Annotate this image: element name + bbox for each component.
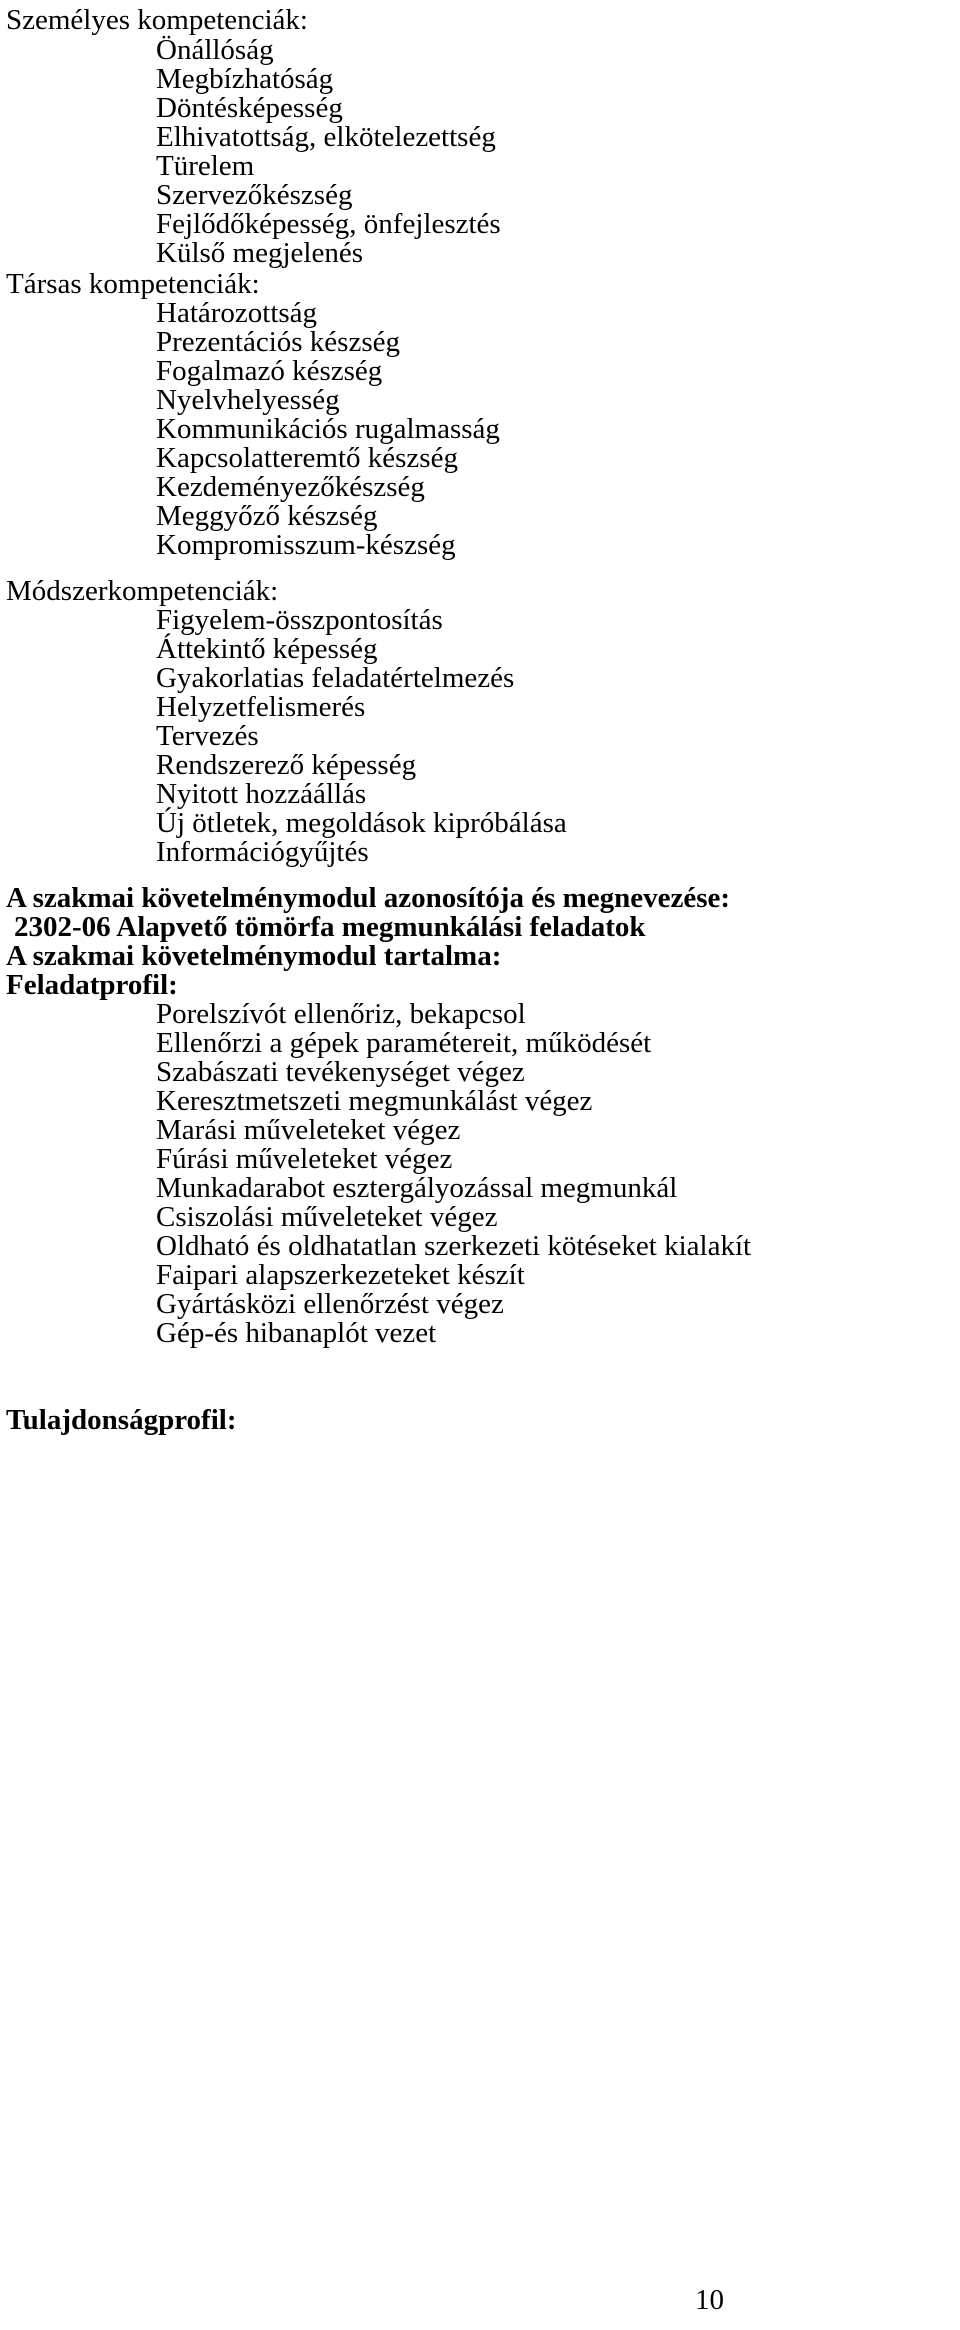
list-item: Szabászati tevékenységet végez — [156, 1056, 525, 1088]
list-item: Fejlődőképesség, önfejlesztés — [156, 208, 501, 240]
list-item: Fogalmazó készség — [156, 355, 383, 387]
list-item: Gyártásközi ellenőrzést végez — [156, 1288, 504, 1320]
list-item: Kezdeményezőkészség — [156, 471, 425, 503]
list-item: Döntésképesség — [156, 92, 343, 124]
module-content-heading: A szakmai követelménymodul tartalma: — [6, 940, 502, 972]
list-item: Helyzetfelismerés — [156, 691, 366, 723]
list-item: Kompromisszum-készség — [156, 529, 456, 561]
page-number: 10 — [695, 2284, 724, 2316]
list-item: Megbízhatóság — [156, 63, 334, 95]
list-item: Csiszolási műveleteket végez — [156, 1201, 498, 1233]
list-item: Információgyűjtés — [156, 836, 369, 868]
list-item: Új ötletek, megoldások kipróbálása — [156, 807, 567, 839]
list-item: Marási műveleteket végez — [156, 1114, 461, 1146]
list-item: Munkadarabot esztergályozással megmunkál — [156, 1172, 678, 1204]
list-item: Fúrási műveleteket végez — [156, 1143, 453, 1175]
property-profile-heading: Tulajdonságprofil: — [6, 1404, 237, 1436]
task-profile-heading: Feladatprofil: — [6, 969, 178, 1001]
list-item: Gyakorlatias feladatértelmezés — [156, 662, 515, 694]
list-item: Kapcsolatteremtő készség — [156, 442, 458, 474]
list-item: Elhivatottság, elkötelezettség — [156, 121, 496, 153]
social-competencies-heading: Társas kompetenciák: — [6, 268, 260, 300]
module-id-heading: A szakmai követelménymodul azonosítója és megnevezése: — [6, 882, 731, 914]
list-item: Porelszívót ellenőriz, bekapcsol — [156, 998, 526, 1030]
method-competencies-heading: Módszerkompetenciák: — [6, 575, 279, 607]
list-item: Türelem — [156, 150, 255, 182]
list-item: Meggyőző készség — [156, 500, 378, 532]
list-item: Szervezőkészség — [156, 179, 353, 211]
list-item: Nyelvhelyesség — [156, 384, 340, 416]
list-item: Tervezés — [156, 720, 259, 752]
list-item: Prezentációs készség — [156, 326, 400, 358]
list-item: Gép-és hibanaplót vezet — [156, 1317, 437, 1349]
list-item: Figyelem-összpontosítás — [156, 604, 443, 636]
list-item: Oldható és oldhatatlan szerkezeti kötéseket kialakít — [156, 1230, 752, 1262]
list-item: Keresztmetszeti megmunkálást végez — [156, 1085, 593, 1117]
module-id-value: 2302-06 Alapvető tömörfa megmunkálási feladatok — [14, 911, 646, 943]
list-item: Önállóság — [156, 34, 274, 66]
list-item: Nyitott hozzáállás — [156, 778, 367, 810]
list-item: Kommunikációs rugalmasság — [156, 413, 500, 445]
list-item: Áttekintő képesség — [156, 633, 378, 665]
list-item: Ellenőrzi a gépek paramétereit, működését — [156, 1027, 652, 1059]
list-item: Rendszerező képesség — [156, 749, 417, 781]
list-item: Faipari alapszerkezeteket készít — [156, 1259, 525, 1291]
list-item: Határozottság — [156, 297, 318, 329]
personal-competencies-heading: Személyes kompetenciák: — [6, 4, 308, 36]
list-item: Külső megjelenés — [156, 237, 363, 269]
